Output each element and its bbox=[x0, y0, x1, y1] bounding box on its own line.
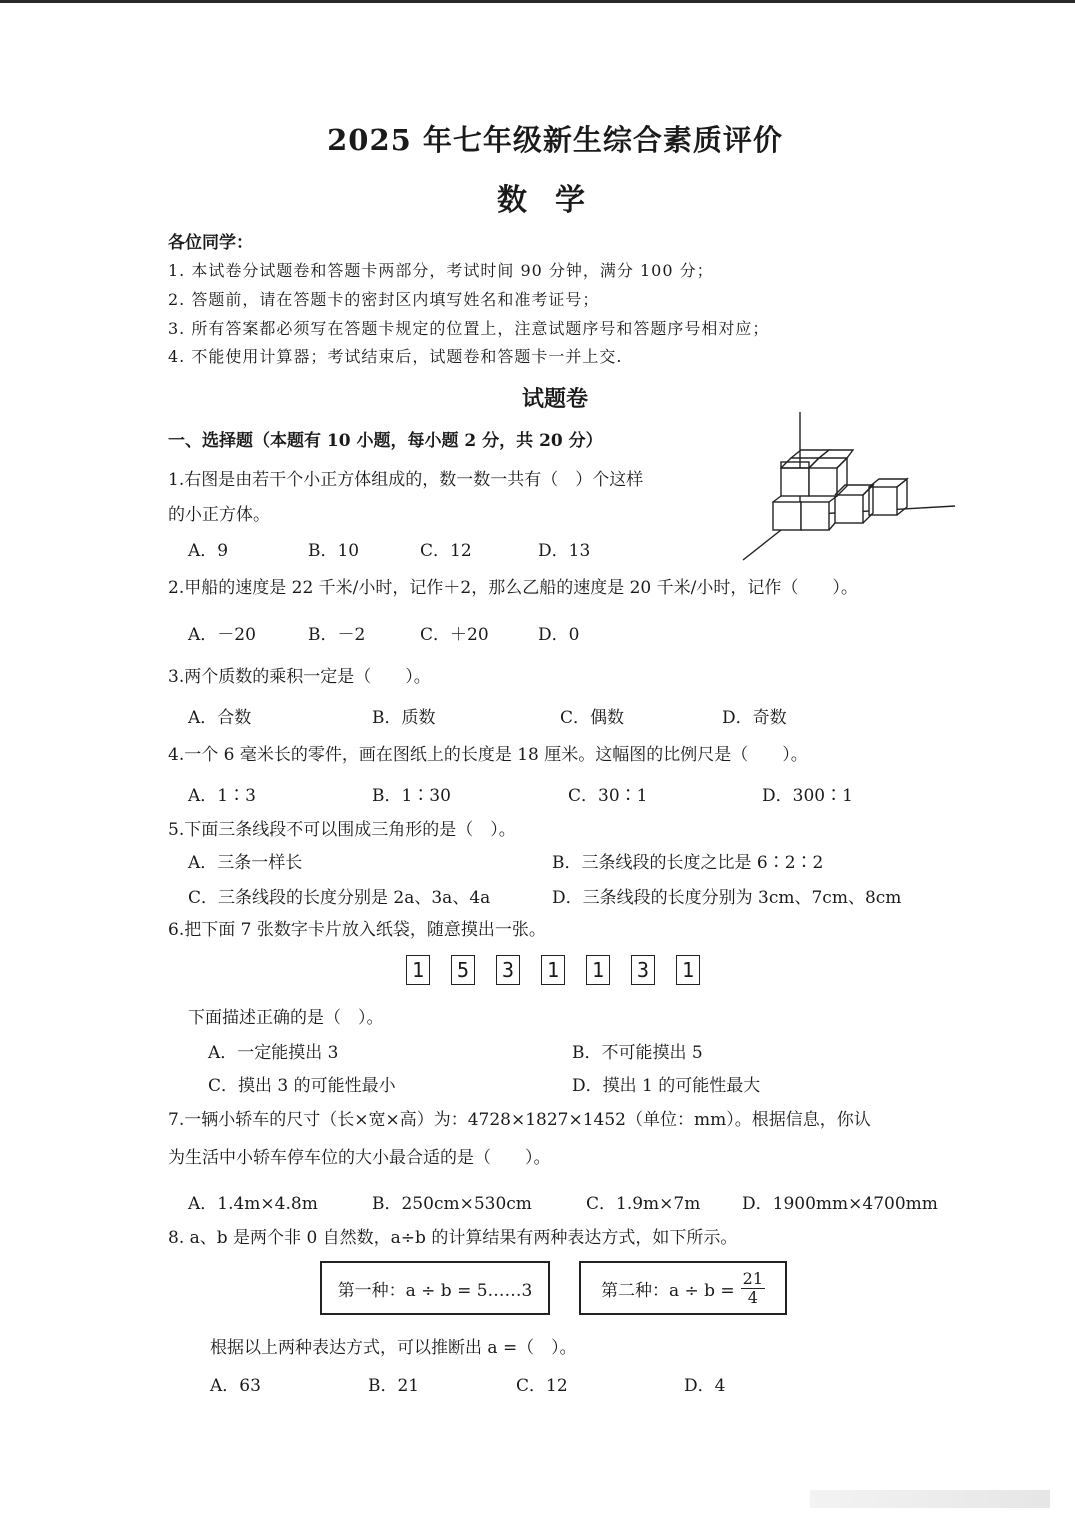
section-title: 试题卷 bbox=[521, 386, 588, 412]
q6-option-b: B．不可能摸出 5 bbox=[572, 1043, 703, 1063]
q5-option-d: D．三条线段的长度分别为 3cm、7cm、8cm bbox=[552, 888, 902, 908]
question-1-text: 1.右图是由若干个小正方体组成的，数一数一共有（ ）个这样 bbox=[168, 470, 644, 490]
q3-option-a: A．合数 bbox=[188, 708, 252, 728]
question-3-text: 3.两个质数的乘积一定是（ ）。 bbox=[168, 667, 431, 687]
part-title: 一、选择题（本题有 10 小题，每小题 2 分，共 20 分） bbox=[168, 431, 603, 451]
q1-option-c: C．12 bbox=[420, 541, 472, 561]
q4-option-c: C．30∶1 bbox=[568, 786, 648, 806]
q2-option-d: D．0 bbox=[538, 625, 580, 645]
q8-option-b: B．21 bbox=[368, 1376, 420, 1396]
q3-option-c: C．偶数 bbox=[560, 708, 625, 728]
q5-option-b: B．三条线段的长度之比是 6∶2∶2 bbox=[552, 853, 824, 873]
top-border bbox=[0, 0, 1075, 3]
q1-option-b: B．10 bbox=[308, 541, 360, 561]
watermark-strip bbox=[810, 1490, 1050, 1508]
question-1-text-cont: 的小正方体。 bbox=[168, 505, 270, 525]
expression-box-1 bbox=[320, 1261, 550, 1315]
q4-option-b: B．1∶30 bbox=[372, 786, 451, 806]
cube-stack-figure bbox=[735, 410, 965, 565]
q4-option-d: D．300∶1 bbox=[762, 786, 853, 806]
q7-option-b: B．250cm×530cm bbox=[372, 1194, 532, 1214]
question-7-text: 7.一辆小轿车的尺寸（长×宽×高）为：4728×1827×1452（单位：mm）。根据信息，你认 bbox=[168, 1110, 871, 1130]
question-7-text-cont: 为生活中小轿车停车位的大小最合适的是（ ）。 bbox=[168, 1148, 551, 1168]
q8-option-c: C．12 bbox=[516, 1376, 568, 1396]
question-5-text: 5.下面三条线段不可以围成三角形的是（ ）。 bbox=[168, 820, 516, 840]
q7-option-d: D．1900mm×4700mm bbox=[742, 1194, 938, 1214]
expression-2-label: 第二种：a ÷ b = bbox=[600, 1280, 735, 1301]
q6-option-d: D．摸出 1 的可能性最大 bbox=[572, 1076, 761, 1096]
expression-1: 第一种：a ÷ b = 5……3 bbox=[337, 1280, 533, 1301]
q7-option-c: C．1.9m×7m bbox=[586, 1194, 701, 1214]
question-8-text: 8. a、b 是两个非 0 自然数，a÷b 的计算结果有两种表达方式，如下所示。 bbox=[168, 1228, 738, 1248]
q4-option-a: A．1∶3 bbox=[188, 786, 256, 806]
number-card: 3 bbox=[496, 955, 520, 985]
q8-option-a: A．63 bbox=[210, 1376, 261, 1396]
notice-greeting: 各位同学： bbox=[168, 233, 253, 253]
q5-option-c: C．三条线段的长度分别是 2a、3a、4a bbox=[188, 888, 491, 908]
q7-option-a: A．1.4m×4.8m bbox=[188, 1194, 318, 1214]
notice-item: 4. 不能使用计算器；考试结束后，试题卷和答题卡一并上交. bbox=[168, 347, 623, 366]
number-card: 1 bbox=[586, 955, 610, 985]
notice-item: 3. 所有答案都必须写在答题卡规定的位置上，注意试题序号和答题序号相对应； bbox=[168, 319, 770, 338]
fraction-numerator: 21 bbox=[742, 1268, 764, 1288]
question-4-text: 4.一个 6 毫米长的零件，画在图纸上的长度是 18 厘米。这幅图的比例尺是（ ）。 bbox=[168, 745, 808, 765]
q2-option-a: A．－20 bbox=[188, 625, 256, 645]
expression-box-2 bbox=[579, 1261, 787, 1315]
number-card: 1 bbox=[676, 955, 700, 985]
q8-option-d: D．4 bbox=[684, 1376, 726, 1396]
number-card: 3 bbox=[631, 955, 655, 985]
exam-title: 2025 年七年级新生综合素质评价 bbox=[327, 123, 783, 157]
q1-option-a: A．9 bbox=[188, 541, 229, 561]
q2-option-c: C．＋20 bbox=[420, 625, 489, 645]
q1-option-d: D．13 bbox=[538, 541, 591, 561]
question-8-prompt: 根据以上两种表达方式，可以推断出 a =（ ）。 bbox=[210, 1338, 577, 1358]
number-card: 1 bbox=[406, 955, 430, 985]
subject-title: 数学 bbox=[497, 183, 613, 218]
notice-item: 2. 答题前，请在答题卡的密封区内填写姓名和准考证号； bbox=[168, 290, 600, 309]
question-2-text: 2.甲船的速度是 22 千米/小时，记作＋2，那么乙船的速度是 20 千米/小时，记作（ ）。 bbox=[168, 578, 858, 598]
fraction-denominator: 4 bbox=[747, 1287, 758, 1307]
notice-item: 1. 本试卷分试题卷和答题卡两部分，考试时间 90 分钟，满分 100 分； bbox=[168, 261, 714, 280]
question-6-text: 6.把下面 7 张数字卡片放入纸袋，随意摸出一张。 bbox=[168, 920, 546, 940]
q6-option-c: C．摸出 3 的可能性最小 bbox=[208, 1076, 396, 1096]
number-card: 5 bbox=[451, 955, 475, 985]
question-6-prompt: 下面描述正确的是（ ）。 bbox=[188, 1008, 384, 1028]
q3-option-b: B．质数 bbox=[372, 708, 436, 728]
q3-option-d: D．奇数 bbox=[722, 708, 787, 728]
q6-option-a: A．一定能摸出 3 bbox=[208, 1043, 339, 1063]
number-card: 1 bbox=[541, 955, 565, 985]
q5-option-a: A．三条一样长 bbox=[188, 853, 303, 873]
fraction bbox=[741, 1270, 765, 1307]
q2-option-b: B．－2 bbox=[308, 625, 366, 645]
